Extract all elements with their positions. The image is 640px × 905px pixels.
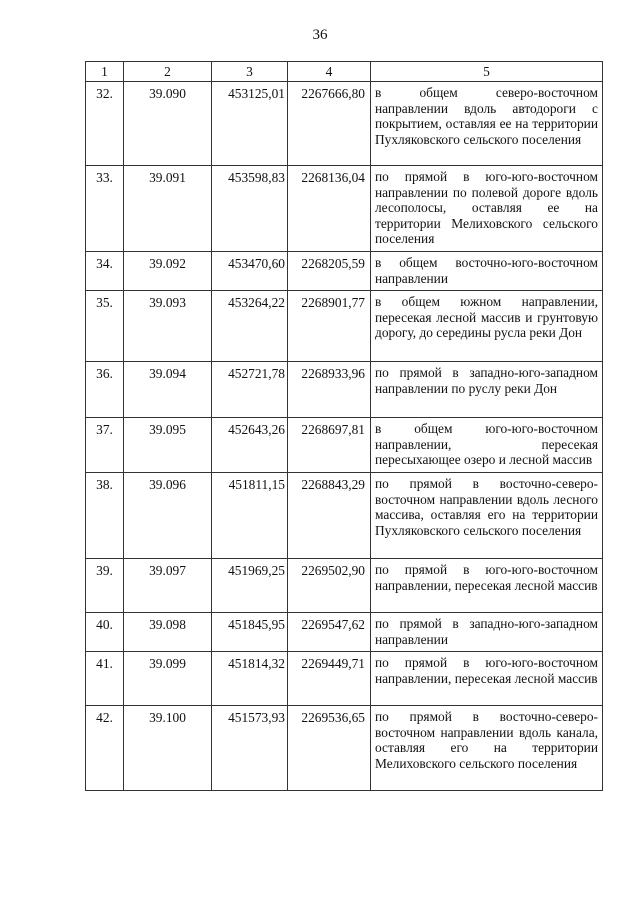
boundary-description: по прямой в восточно-северо-восточном направлении вдоль лесного массива, оставляя его на территории Пухляковского сельского поселения — [371, 472, 603, 558]
coordinate-x: 451845,95 — [212, 612, 288, 651]
coordinate-y: 2268901,77 — [288, 291, 371, 362]
coordinate-y: 2269547,62 — [288, 612, 371, 651]
coordinate-y: 2268933,96 — [288, 362, 371, 418]
point-code: 39.096 — [124, 472, 212, 558]
point-code: 39.093 — [124, 291, 212, 362]
boundary-description: в общем северо-восточном направлении вдоль автодороги с покрытием, оставляя ее на территории Пухляковского сельского поселения — [371, 82, 603, 166]
coordinate-x: 451573,93 — [212, 706, 288, 791]
boundary-description: по прямой в юго-юго-восточном направлении, пересекая лесной массив — [371, 652, 603, 706]
point-code: 39.100 — [124, 706, 212, 791]
table-row — [86, 418, 603, 473]
table-row — [86, 652, 603, 706]
coordinate-y: 2269502,90 — [288, 558, 371, 612]
table-row — [86, 472, 603, 558]
row-number: 32. — [86, 82, 124, 166]
table-row — [86, 166, 603, 252]
table-row — [86, 82, 603, 166]
coordinate-x: 452721,78 — [212, 362, 288, 418]
boundary-description: по прямой в западно-юго-западном направлении по руслу реки Дон — [371, 362, 603, 418]
coordinate-x: 452643,26 — [212, 418, 288, 473]
point-code: 39.094 — [124, 362, 212, 418]
row-number: 40. — [86, 612, 124, 651]
coordinate-y: 2268843,29 — [288, 472, 371, 558]
column-header-3: 3 — [212, 62, 288, 82]
row-number: 35. — [86, 291, 124, 362]
coordinate-x: 453598,83 — [212, 166, 288, 252]
table-row — [86, 362, 603, 418]
coordinate-x: 453470,60 — [212, 251, 288, 290]
column-header-1: 1 — [86, 62, 124, 82]
coordinate-x: 451814,32 — [212, 652, 288, 706]
row-number: 41. — [86, 652, 124, 706]
boundary-description: в общем восточно-юго-восточном направлении — [371, 251, 603, 290]
column-header-5: 5 — [371, 62, 603, 82]
coordinate-y: 2268136,04 — [288, 166, 371, 252]
coordinate-x: 453264,22 — [212, 291, 288, 362]
point-code: 39.092 — [124, 251, 212, 290]
coordinate-y: 2269449,71 — [288, 652, 371, 706]
boundary-description: по прямой в юго-юго-восточном направлении, пересекая лесной массив — [371, 558, 603, 612]
row-number: 36. — [86, 362, 124, 418]
point-code: 39.099 — [124, 652, 212, 706]
coordinate-y: 2268205,59 — [288, 251, 371, 290]
boundary-description: по прямой в западно-юго-западном направлении — [371, 612, 603, 651]
boundary-description: в общем южном направлении, пересекая лесной массив и грунтовую дорогу, до середины русла реки Дон — [371, 291, 603, 362]
row-number: 38. — [86, 472, 124, 558]
column-header-2: 2 — [124, 62, 212, 82]
point-code: 39.090 — [124, 82, 212, 166]
table-row — [86, 612, 603, 651]
coordinate-x: 453125,01 — [212, 82, 288, 166]
page-number: 36 — [312, 27, 328, 43]
coordinate-y: 2267666,80 — [288, 82, 371, 166]
row-number: 37. — [86, 418, 124, 473]
boundary-description: по прямой в восточно-северо-восточном направлении вдоль канала, оставляя его на территории Мелиховского сельского поселения — [371, 706, 603, 791]
coordinate-x: 451811,15 — [212, 472, 288, 558]
coordinate-y: 2269536,65 — [288, 706, 371, 791]
table-row — [86, 558, 603, 612]
coordinate-x: 451969,25 — [212, 558, 288, 612]
boundary-description-table — [85, 61, 603, 791]
point-code: 39.097 — [124, 558, 212, 612]
table-row — [86, 251, 603, 290]
coordinate-y: 2268697,81 — [288, 418, 371, 473]
row-number: 42. — [86, 706, 124, 791]
point-code: 39.095 — [124, 418, 212, 473]
row-number: 34. — [86, 251, 124, 290]
point-code: 39.098 — [124, 612, 212, 651]
row-number: 39. — [86, 558, 124, 612]
table-row — [86, 706, 603, 791]
row-number: 33. — [86, 166, 124, 252]
point-code: 39.091 — [124, 166, 212, 252]
table-row — [86, 291, 603, 362]
boundary-description: в общем юго-юго-восточном направлении, пересекая пересыхающее озеро и лесной массив — [371, 418, 603, 473]
boundary-description: по прямой в юго-юго-восточном направлении по полевой дороге вдоль лесополосы, оставляя ее на территории Мелиховского сельского поселения — [371, 166, 603, 252]
column-header-4: 4 — [288, 62, 371, 82]
table-header-row — [86, 62, 603, 82]
